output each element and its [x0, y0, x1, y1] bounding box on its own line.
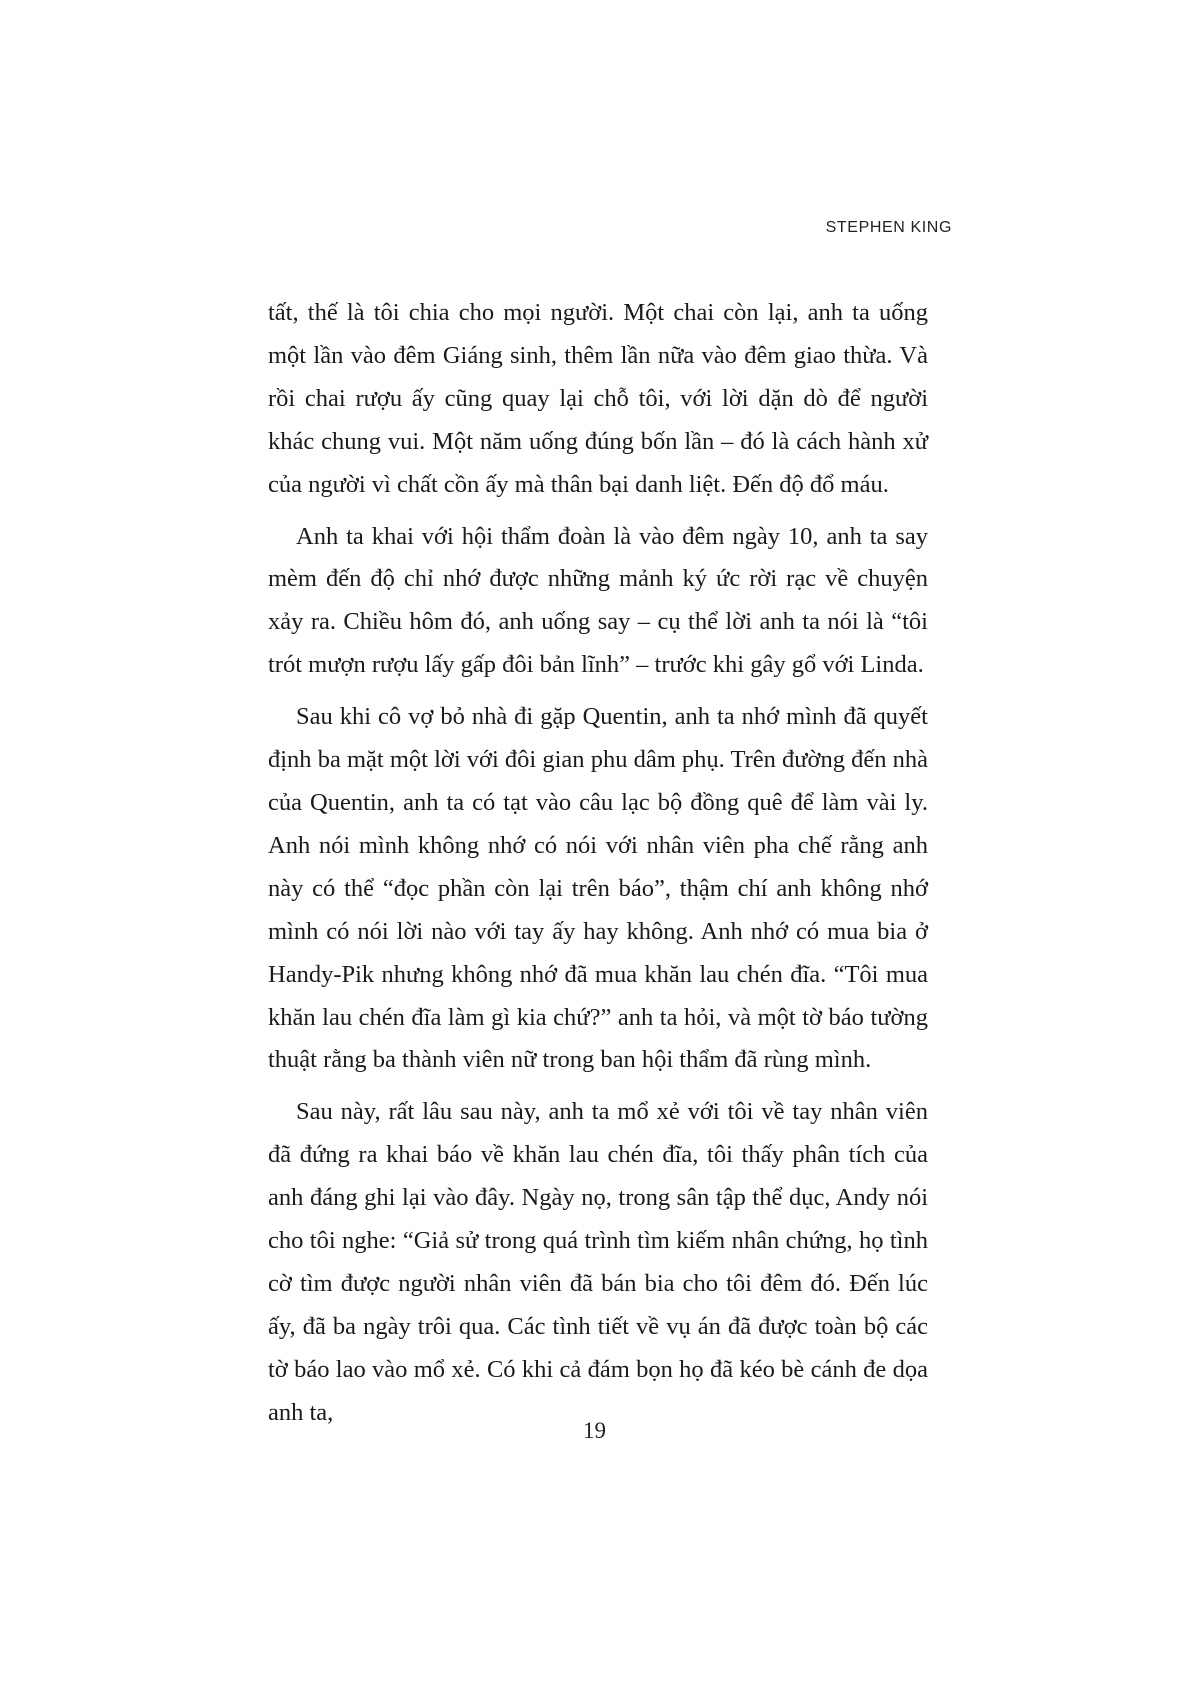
paragraph: Anh ta khai với hội thẩm đoàn là vào đêm ngày 10, anh ta say mèm đến độ chỉ nhớ được những mảnh ký ức rời rạc về chuyện xảy ra. Chiều hôm đó, anh uống say – cụ thể lời anh ta nói là “tôi trót mượn rượu lấy gấp đôi bản lĩnh” – trước khi gây gổ với Linda.: [268, 522, 928, 679]
body-text: [268, 292, 928, 1435]
paragraph: Sau này, rất lâu sau này, anh ta mổ xẻ với tôi về tay nhân viên đã đứng ra khai báo về khăn lau chén đĩa, tôi thấy phân tích của anh đáng ghi lại vào đây. Ngày nọ, trong sân tập thể dục, Andy nói cho tôi nghe: “Giả sử trong quá trình tìm kiếm nhân chứng, họ tình cờ tìm được người nhân viên đã bán bia cho tôi đêm đó. Đến lúc ấy, đã ba ngày trôi qua. Các tình tiết về vụ án đã được toàn bộ các tờ báo lao vào mổ xẻ. Có khi cả đám bọn họ đã kéo bè cánh đe dọa anh ta,: [268, 1098, 928, 1426]
running-header: STEPHEN KING: [825, 219, 952, 236]
page-number: 19: [583, 1418, 606, 1443]
paragraph: Sau khi cô vợ bỏ nhà đi gặp Quentin, anh ta nhớ mình đã quyết định ba mặt một lời với đôi gian phu dâm phụ. Trên đường đến nhà của Quentin, anh ta có tạt vào câu lạc bộ đồng quê để làm vài ly. Anh nói mình không nhớ có nói với nhân viên pha chế rằng anh này có thể “đọc phần còn lại trên báo”, thậm chí anh không nhớ mình có nói lời nào với tay ấy hay không. Anh nhớ có mua bia ở Handy-Pik nhưng không nhớ đã mua khăn lau chén đĩa. “Tôi mua khăn lau chén đĩa làm gì kia chứ?” anh ta hỏi, và một tờ báo tường thuật rằng ba thành viên nữ trong ban hội thẩm đã rùng mình.: [268, 703, 928, 1074]
paragraph-continued: tất, thế là tôi chia cho mọi người. Một chai còn lại, anh ta uống một lần vào đêm Giáng sinh, thêm lần nữa vào đêm giao thừa. Và rồi chai rượu ấy cũng quay lại chỗ tôi, với lời dặn dò để người khác chung vui. Một năm uống đúng bốn lần – đó là cách hành xử của người vì chất cồn ấy mà thân bại danh liệt. Đến độ đổ máu.: [268, 299, 928, 498]
